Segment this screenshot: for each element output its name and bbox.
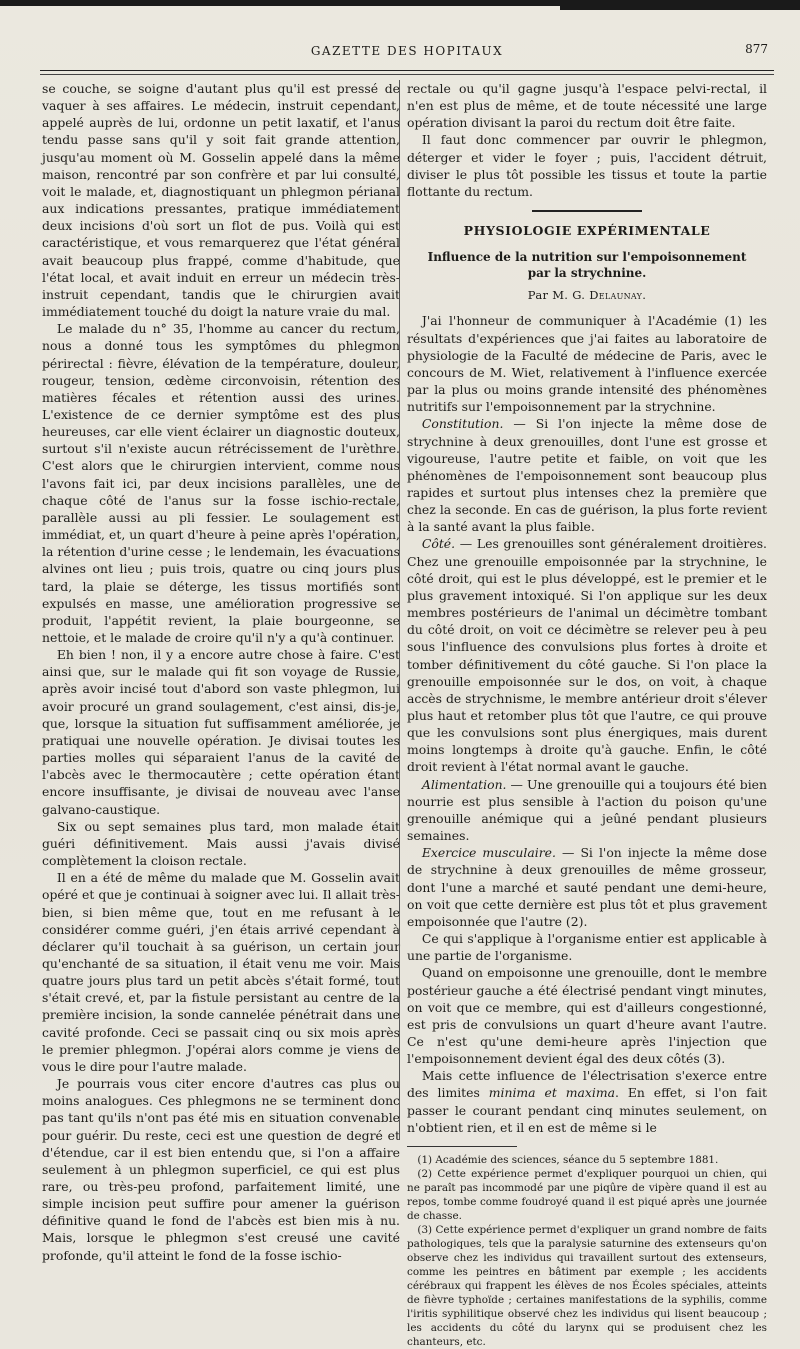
author-name: Delaunay.	[589, 288, 647, 303]
paragraph: rectale ou qu'il gagne jusqu'à l'espace pelvi-rectal, il n'en est plus de même, et de toute nécessité une large opération divisant la paroi du rectum doit être faite.	[407, 81, 767, 131]
scan-edge-right	[560, 0, 800, 10]
paragraph: Côté. — Les grenouilles sont généralement droitières. Chez une grenouille empoisonnée par la strychnine, le côté droit, qui est le plus développé, est le premier et le plus gravement intoxiqué. Si l'on applique sur les deux membres postérieurs de l'animal un décimètre tombant du côté droit, on voit ce décimètre se relever peu à peu sous l'influence des convulsions plus fortes à droite et tomber définitivement du côté gauche. Si l'on place la grenouille empoisonnée sur le dos, on voit, à chaque accès de strychnisme, le membre antérieur droit s'élever plus haut et retomber plus tôt que l'autre, ce qui prouve que les convulsions sont plus énergiques, mais durent moins longtemps à droite qu'à gauche. Enfin, le côté droit revient à l'état normal avant le gauche.	[407, 536, 767, 775]
column-divider	[399, 80, 400, 1140]
header-rule-thin	[40, 74, 774, 75]
right-column	[407, 80, 767, 1349]
footnotes	[407, 1153, 767, 1349]
article-title: Influence de la nutrition sur l'empoisonnement par la strychnine.	[427, 250, 747, 281]
paragraph: Alimentation. — Une grenouille qui a toujours été bien nourrie est plus sensible à l'action du poison qu'une grenouille anémique qui a jeûné pendant plusieurs semaines.	[407, 776, 767, 844]
page-number: 877	[745, 42, 768, 56]
paragraph: Six ou sept semaines plus tard, mon malade était guéri définitivement. Mais aussi j'avais divisé complètement la cloison rectale.	[42, 818, 400, 869]
footnote-rule	[407, 1146, 517, 1147]
subhead-constitution: Constitution.	[421, 416, 504, 432]
paragraph: Exercice musculaire. — Si l'on injecte la même dose de strychnine à deux grenouilles de même grosseur, dont l'une a marché et sauté pendant une demi-heure, on voit que cette dernière est plus tôt et plus gravement empoisonnée que l'autre (2).	[407, 845, 767, 929]
paragraph: Eh bien ! non, il y a encore autre chose à faire. C'est ainsi que, sur le malade qui fit son voyage de Russie, après avoir incisé tout d'abord son vaste phlegmon, lui avoir procuré un grand soulagement, c'est ainsi, dis-je, que, lorsque la situation fut suffisamment améliorée, je pratiquai une nouvelle opération. Je divisai toutes les parties molles qui séparaient l'anus de la cavité de l'abcès avec le thermocautère ; cette opération étant encore insuffisante, je divisai de nouveau avec l'anse galvano-caustique.	[42, 647, 400, 817]
section-rule	[532, 210, 642, 212]
paragraph: Je pourrais vous citer encore d'autres cas plus ou moins analogues. Ces phlegmons ne se terminent donc pas tant qu'ils n'ont pas été mis en situation convenable pour guérir. Du reste, ceci est une question de degré et d'étendue, car il est bien entendu que, si l'on a affaire seulement à un phlegmon superficiel, ce qui est plus rare, ou très-peu profond, parfaitement limité, une simple incision peut suffire pour amener la guérison définitive quand le fond de l'abcès est bien mis à nu. Mais, lorsque le phlegmon s'est creusé une cavité profonde, qu'il atteint le fond de la fosse ischio-	[42, 1076, 400, 1263]
paragraph: J'ai l'honneur de communiquer à l'Académie (1) les résultats d'expériences que j'ai faites au laboratoire de physiologie de la Faculté de médecine de Paris, avec le concours de M. Wiet, relativement à l'influence exercée par la plus ou moins grande intensité des phénomènes nutritifs sur l'empoisonnement par la strychnine.	[407, 313, 767, 415]
footnote: (2) Cette expérience permet d'expliquer pourquoi un chien, qui ne paraît pas incommodé par une piqûre de vipère quand il est au repos, tombe comme foudroyé quand il est piqué après une journée de chasse.	[407, 1167, 767, 1222]
paragraph: Le malade du n° 35, l'homme au cancer du rectum, nous a donné tous les symptômes du phlegmon périrectal : fièvre, élévation de la température, douleur, rougeur, tension, œdème circonvoisin, rétention des matières fécales et rétention aussi des urines. L'existence de ce dernier symptôme est des plus heureuses, car elle vient éclairer un diagnostic douteux, surtout s'il n'existe aucun rétrécissement de l'urèthre. C'est alors que le chirurgien intervient, comme nous l'avons fait ici, par deux incisions parallèles, une de chaque côté de l'anus sur la fosse ischio-rectale, parallèle aussi au pli fessier. Le soulagement est immédiat, et, un quart d'heure à peine après l'opération, la rétention d'urine cesse ; le lendemain, les évacuations alvines ont lieu ; puis trois, quatre ou cinq jours plus tard, la plaie se déterge, les tissus mortifiés sont expulsés en masse, une amélioration progressive se produit, l'appétit revient, la plaie bourgeonne, se nettoie, et le malade de croire qu'il n'y a qu'à continuer.	[42, 321, 400, 645]
subhead-alimentation: Alimentation.	[421, 776, 507, 792]
subhead-exercice: Exercice musculaire.	[421, 845, 556, 861]
journal-title: GAZETTE DES HOPITAUX	[310, 44, 504, 58]
subhead-cote: Côté.	[421, 536, 456, 552]
header-rule	[40, 70, 774, 71]
paragraph: Il faut donc commencer par ouvrir le phlegmon, déterger et vider le foyer ; puis, l'accident détruit, diviser le plus tôt possible les tissus et toute la partie flottante du rectum.	[407, 132, 767, 199]
paragraph: Mais cette influence de l'électrisation s'exerce entre des limites minima et maxima. En effet, si l'on fait passer le courant pendant cinq minutes seulement, on n'obtient rien, et il en est de même si le	[407, 1068, 767, 1135]
paragraph: Ce qui s'applique à l'organisme entier est applicable à une partie de l'organisme.	[407, 931, 767, 964]
author-line	[407, 287, 767, 304]
left-column	[42, 80, 400, 1264]
page-header	[40, 40, 774, 66]
paragraph: Il en a été de même du malade que M. Gosselin avait opéré et que je continuai à soigner avec lui. Il allait très-bien, si bien même que, tout en me refusant à le considérer comme guéri, j'en étais arrivé cependant à déclarer qu'il touchait à sa guérison, un certain jour qu'enchanté de sa situation, il était venu me voir. Mais quatre jours plus tard un petit abcès s'était formé, tout s'était crevé, et, par la fistule persistant au centre de la première incision, la sonde cannelée pénétrait dans une cavité profonde. Ceci se passait cinq ou six mois après le premier phlegmon. J'opérai alors comme je viens de vous le dire pour l'autre malade.	[42, 870, 400, 1074]
paragraph: se couche, se soigne d'autant plus qu'il est pressé de vaquer à ses affaires. Le médecin, instruit cependant, appelé auprès de lui, ordonne un petit laxatif, et l'anus tendu passe sans qu'il y soit fait grande attention, jusqu'au moment où M. Gosselin appelé dans la même maison, rencontré par son confrère et par lui consulté, voit le malade, et, diagnostiquant un phlegmon périanal aux indications pressantes, pratique immédiatement deux incisions d'où sort un flot de pus. Voilà qui est caractéristique, et vous remarquerez que l'état général avait beaucoup plus frappé, comme d'habitude, que l'état local, et avait induit en erreur un médecin très-instruit cependant, tandis que le chirurgien avait immédiatement touché du doigt la nature vraie du mal.	[42, 81, 400, 320]
author-prefix: Par M. G.	[527, 288, 586, 303]
paragraph: Constitution. — Si l'on injecte la même dose de strychnine à deux grenouilles, dont l'une est grosse et vigoureuse, l'autre petite et faible, on voit que les phénomènes de l'empoisonnement sont beaucoup plus rapides et surtout plus intenses chez la première que chez la seconde. En cas de guérison, la plus forte revient à la santé avant la plus faible.	[407, 416, 767, 535]
footnote: (3) Cette expérience permet d'expliquer un grand nombre de faits pathologiques, tels que la paralysie saturnine des extenseurs qu'on observe chez les individus qui travaillent surtout des extenseurs, comme les peintres en bâtiment par exemple ; les accidents cérébraux qui frappent les élèves de nos Écoles spéciales, atteints de fièvre typhoïde ; certaines manifestations de la syphilis, comme l'iritis syphilitique observé chez les individus qui lisent beaucoup ; les accidents du côté du larynx qui se produisent chez les chanteurs, etc.	[407, 1223, 767, 1348]
footnote: (1) Académie des sciences, séance du 5 septembre 1881.	[417, 1153, 719, 1166]
section-title: PHYSIOLOGIE EXPÉRIMENTALE	[463, 223, 711, 239]
paragraph: Quand on empoisonne une grenouille, dont le membre postérieur gauche a été électrisé pendant vingt minutes, on voit que ce membre, qui est d'ailleurs congestionné, est pris de convulsions un quart d'heure avant l'autre. Ce n'est qu'une demi-heure après l'injection que l'empoisonnement devient égal des deux côtés (3).	[407, 965, 767, 1067]
